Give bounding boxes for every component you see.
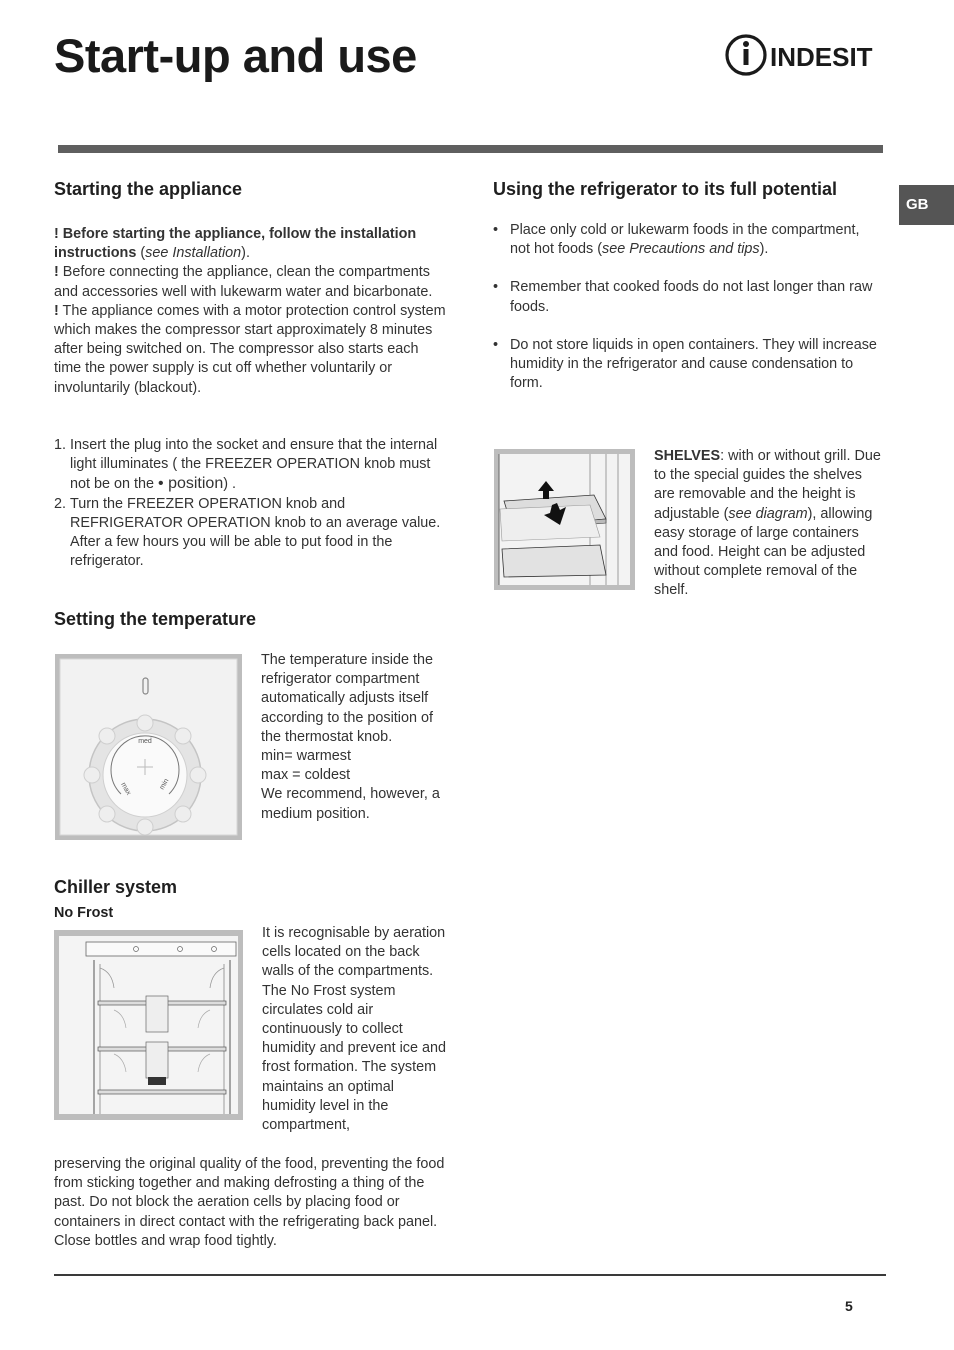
adjustable-shelf-icon: [494, 449, 635, 590]
warning-mark: !: [54, 302, 59, 319]
step-2: [54, 495, 449, 572]
footer-rule: [54, 1274, 886, 1276]
tip-liquids: • Do not store liquids in open containers. They will increase humidity in the refrigerator and cause condensation to form.: [493, 336, 878, 394]
step-1-end: ) .: [223, 476, 237, 493]
temperature-text: [261, 651, 451, 824]
chiller-full-text: preserving the original quality of the food, preventing the food from sticking together and making defrosting a thing of the past. Do not block the aeration cells by placing food or containers in direct contact with the refrigerating back panel. Close bottles and wrap food tightly.: [54, 1156, 445, 1249]
dial-min-label: min: [158, 777, 171, 791]
step-1-position: • position: [158, 475, 224, 493]
temperature-heading: Setting the temperature: [54, 609, 257, 629]
warning-motor: [54, 302, 449, 398]
starting-heading: Starting the appliance: [54, 179, 243, 199]
language-tab: GB: [899, 185, 954, 225]
warning-mark: !: [54, 264, 59, 281]
warning-motor-text: The appliance comes with a motor protection control system which makes the compressor start approximately 8 minutes after being switched on. The compressor also starts each time the power supply is cut off whether voluntarily or involuntarily (blackout).: [54, 302, 446, 396]
shelves-text-1: : with or without grill. Due to the special guides the shelves are removable and the height is adjustable (: [654, 448, 881, 522]
paren-close: ).: [241, 245, 250, 262]
see-diagram-ref: see diagram: [728, 505, 808, 522]
see-installation-ref: see Installation: [145, 245, 242, 262]
step-2-text: Turn the FREEZER OPERATION knob and REFRIGERATOR OPERATION knob to an average value. After a few hours you will be able to put food in the refrigerator.: [70, 495, 441, 570]
tip-1-text: Place only cold or lukewarm foods in the compartment, not hot foods (: [510, 222, 860, 258]
step-number: 1.: [54, 437, 67, 453]
starting-warnings: [54, 225, 449, 398]
step-1: [54, 436, 449, 495]
brand-name: INDESIT: [770, 42, 873, 72]
warning-clean-text: Before connecting the appliance, clean the compartments and accessories well with lukewarm water and bicarbonate.: [54, 264, 433, 300]
brand-logo: [724, 32, 889, 78]
shelves-label: SHELVES: [654, 448, 721, 464]
temperature-recommend: We recommend, however, a medium position.: [261, 786, 440, 822]
thermostat-figure: [55, 654, 242, 840]
no-frost-subheading: No Frost: [54, 905, 114, 921]
shelves-text-2: ), allowing easy storage of large containers and food. Height can be adjusted without complete removal of the shelf.: [654, 505, 873, 599]
chiller-heading: Chiller system: [54, 877, 178, 897]
dial-med-label: med: [138, 738, 152, 745]
using-tips-list: [493, 221, 878, 412]
tip-1-end: ).: [759, 241, 769, 258]
see-precautions-ref: see Precautions and tips: [602, 241, 760, 258]
page-title: Start-up and use: [54, 29, 417, 82]
paren-open: (: [136, 245, 146, 262]
using-heading: Using the refrigerator to its full potential: [493, 179, 838, 199]
warning-installation-bold: ! Before starting the appliance, follow the installation instructions: [54, 226, 417, 262]
start-steps: [54, 436, 449, 571]
fridge-interior-figure: [54, 930, 243, 1120]
temperature-description: The temperature inside the refrigerator compartment automatically adjusts itself according to the position of the thermostat knob.: [261, 652, 433, 745]
step-1-text: Insert the plug into the socket and ensure that the internal light illuminates ( the FREEZER OPERATION knob must not be on the: [70, 437, 438, 493]
shelf-figure: [494, 449, 635, 590]
warning-clean: [54, 263, 449, 301]
temperature-max: max = coldest: [261, 767, 351, 784]
tip-cold-foods: [493, 221, 878, 259]
chiller-side-text: It is recognisable by aeration cells located on the back walls of the compartments. The No Frost system circulates cold air continuously to collect humidity and prevent ice and frost formation. The system maintains an optimal humidity level in the compartment,: [262, 925, 446, 1134]
tip-cooked-foods: • Remember that cooked foods do not last longer than raw foods.: [493, 278, 878, 316]
page-number: 5: [845, 1298, 853, 1314]
temperature-min: min= warmest: [261, 748, 351, 765]
header-rule: [58, 145, 883, 153]
dial-max-label: max: [119, 781, 132, 797]
step-number: 2.: [54, 495, 67, 512]
shelves-text: [654, 447, 884, 601]
thermostat-knob-icon: [55, 654, 242, 840]
warning-installation: [54, 225, 449, 263]
fridge-interior-icon: [54, 930, 243, 1120]
indesit-logo-icon: [724, 32, 889, 78]
